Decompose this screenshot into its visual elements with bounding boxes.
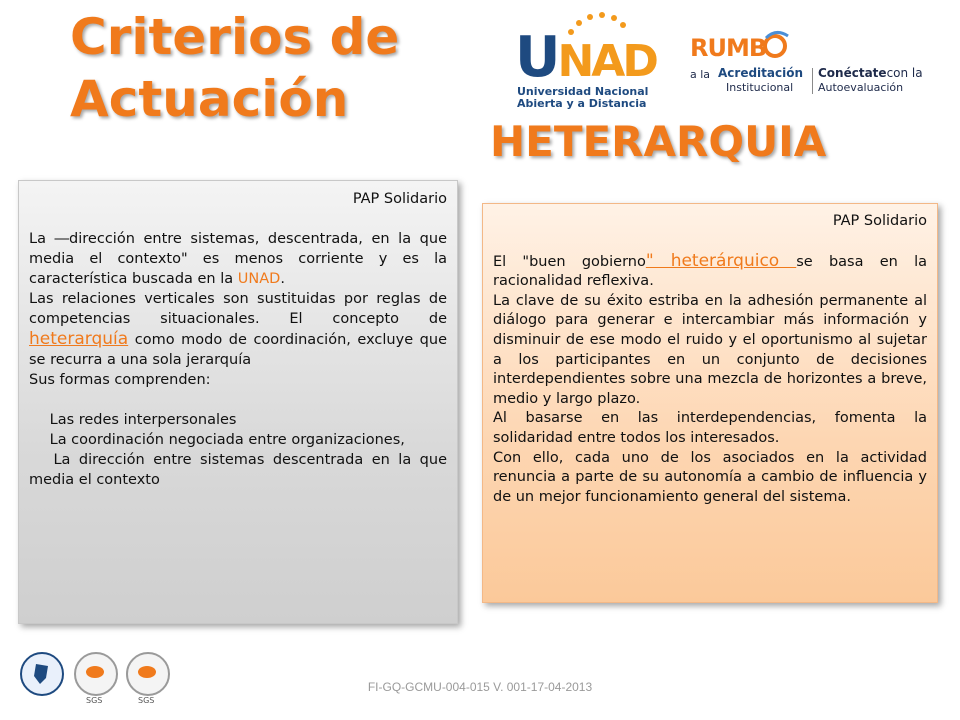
left-paragraph-2: Las relaciones verticales son sustituidas por reglas de competencias situacionales. El concepto de heterarquía como modo de coordinación, excluye que se recurra a una sola jerarquía — [29, 291, 447, 368]
left-source: PAP Solidario — [352, 191, 447, 207]
unad-caption: Universidad Nacional Abierta y a Distancia — [517, 85, 649, 110]
title-line-2: Actuación — [70, 70, 349, 128]
right-paragraph-1: El "buen gobierno" heterárquico se basa en la racionalidad reflexiva. — [493, 250, 927, 290]
right-paragraph-3: Al basarse en las interdependencias, fomenta la solidaridad entre todos los interesados. — [493, 410, 927, 446]
left-paragraph-3: Sus formas comprenden: — [29, 372, 211, 388]
rumbo-acreditacion: Acreditación — [718, 66, 804, 80]
title-line-1: Criterios de — [70, 8, 400, 66]
page-subtitle: HETERARQUIA — [490, 117, 827, 166]
unad-highlight: UNAD — [237, 271, 281, 287]
sgs-label-1: SGS — [86, 696, 103, 705]
document-code: FI-GQ-GCMU-004-015 V. 001-17-04-2013 — [367, 680, 593, 694]
unad-wordmark: UNAD — [515, 25, 656, 90]
rumbo-conectate: Conéctatecon la — [818, 66, 923, 80]
left-paragraph-1: La ―dirección entre sistemas, descentrada, en la que media el contexto" es menos corriente y es la característica buscada en la UNAD. — [29, 231, 447, 287]
right-source: PAP Solidario — [832, 213, 927, 229]
rumbo-logo — [690, 30, 930, 100]
heterarquico-link[interactable]: " heterárquico — [645, 250, 797, 271]
unad-logo — [515, 12, 665, 112]
rumbo-institucional: Institucional — [726, 81, 794, 94]
rumbo-autoevaluacion: Autoevaluación — [818, 81, 904, 94]
rumbo-separator — [812, 68, 813, 94]
heterarquia-link[interactable]: heterarquía — [29, 329, 129, 349]
right-paragraph-4: Con ello, cada uno de los asociados en la actividad renuncia a parte de su autonomía a cambio de influencia y de un mejor funcionamiento general del sistema. — [493, 449, 927, 505]
page-title — [70, 6, 399, 130]
rumbo-swoosh-icon — [762, 30, 790, 60]
right-paragraph-2: La clave de su éxito estriba en la adhesión permanente al diálogo para generar e intercambiar más información y disminuir de ese modo el ruido y el oportunismo al sujetar a los participantes en un conjunto de decisiones interdependientes sobre una mezcla de horizontes a breve, medio y largo plazo. — [493, 292, 927, 407]
right-text-box — [482, 203, 938, 603]
sgs-label-2: SGS — [138, 696, 155, 705]
rumbo-wordmark: RUMB — [690, 34, 767, 62]
left-bullet-3: La dirección entre sistemas descentrada en la que media el contexto — [29, 452, 447, 488]
left-bullet-2: La coordinación negociada entre organizaciones, — [45, 432, 405, 448]
rumbo-pre: a la — [690, 68, 711, 81]
left-text-box — [18, 180, 458, 624]
left-bullet-1: Las redes interpersonales — [45, 412, 237, 428]
